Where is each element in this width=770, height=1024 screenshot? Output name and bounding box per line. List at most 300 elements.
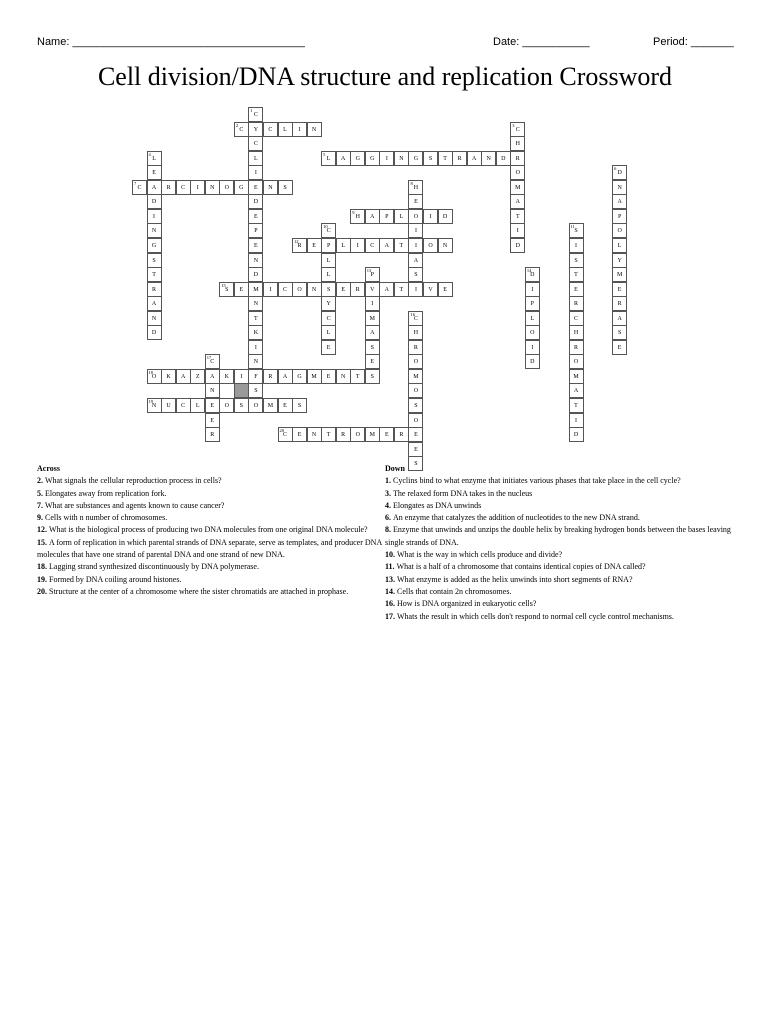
grid-cell[interactable] bbox=[147, 194, 162, 209]
grid-cell[interactable] bbox=[365, 238, 380, 253]
grid-cell[interactable] bbox=[438, 238, 453, 253]
grid-cell[interactable] bbox=[350, 151, 365, 166]
grid-cell[interactable] bbox=[161, 369, 176, 384]
grid-cell[interactable] bbox=[248, 340, 263, 355]
grid-cell[interactable] bbox=[321, 427, 336, 442]
grid-cell[interactable] bbox=[292, 238, 307, 253]
grid-cell[interactable] bbox=[408, 398, 423, 413]
grid-cell[interactable] bbox=[248, 311, 263, 326]
grid-cell[interactable] bbox=[569, 223, 584, 238]
cell-letter: A bbox=[617, 315, 622, 322]
grid-cell[interactable] bbox=[263, 369, 278, 384]
grid-cell[interactable] bbox=[438, 282, 453, 297]
date-field-label: Date: ___________ bbox=[493, 36, 590, 48]
grid-cell[interactable] bbox=[408, 354, 423, 369]
grid-cell[interactable] bbox=[350, 427, 365, 442]
grid-cell[interactable] bbox=[307, 282, 322, 297]
grid-cell[interactable] bbox=[263, 180, 278, 195]
grid-cell[interactable] bbox=[510, 122, 525, 137]
cell-letter: I bbox=[516, 228, 519, 235]
across-clue bbox=[37, 561, 383, 573]
grid-cell[interactable] bbox=[612, 267, 627, 282]
grid-cell[interactable] bbox=[408, 238, 423, 253]
grid-cell[interactable] bbox=[248, 136, 263, 151]
cell-letter: O bbox=[297, 286, 302, 293]
across-clue bbox=[37, 574, 383, 586]
cell-letter: R bbox=[399, 432, 404, 439]
grid-cell[interactable] bbox=[190, 180, 205, 195]
cell-letter: M bbox=[369, 432, 375, 439]
grid-cell[interactable] bbox=[321, 340, 336, 355]
across-clue-text: Cells with n number of chromosomes. bbox=[45, 513, 168, 523]
grid-cell[interactable] bbox=[307, 122, 322, 137]
grid-cell[interactable] bbox=[365, 325, 380, 340]
grid-cell[interactable] bbox=[423, 238, 438, 253]
grid-cell[interactable] bbox=[336, 282, 351, 297]
cell-letter: H bbox=[573, 330, 579, 337]
grid-cell[interactable] bbox=[569, 398, 584, 413]
grid-cell[interactable] bbox=[350, 238, 365, 253]
grid-cell[interactable] bbox=[569, 383, 584, 398]
grid-cell[interactable] bbox=[569, 325, 584, 340]
cell-letter: P bbox=[254, 228, 258, 235]
grid-cell[interactable] bbox=[248, 253, 263, 268]
grid-cell[interactable] bbox=[219, 282, 234, 297]
grid-cell[interactable] bbox=[467, 151, 482, 166]
grid-cell[interactable] bbox=[205, 354, 220, 369]
grid-cell[interactable] bbox=[336, 151, 351, 166]
cell-letter: E bbox=[254, 184, 258, 191]
grid-cell[interactable] bbox=[248, 398, 263, 413]
cell-letter: H bbox=[355, 213, 360, 220]
grid-cell[interactable] bbox=[365, 296, 380, 311]
cell-letter: O bbox=[530, 330, 535, 337]
grid-cell[interactable] bbox=[394, 282, 409, 297]
grid-cell[interactable] bbox=[612, 340, 627, 355]
grid-cell[interactable] bbox=[525, 340, 540, 355]
cell-letter: E bbox=[443, 286, 447, 293]
grid-cell[interactable] bbox=[190, 398, 205, 413]
cell-letter: I bbox=[153, 213, 156, 220]
grid-cell[interactable] bbox=[423, 209, 438, 224]
grid-cell[interactable] bbox=[438, 151, 453, 166]
grid-cell[interactable] bbox=[408, 383, 423, 398]
grid-cell[interactable] bbox=[307, 238, 322, 253]
grid-cell[interactable] bbox=[438, 209, 453, 224]
grid-cell[interactable] bbox=[569, 311, 584, 326]
grid-cell[interactable] bbox=[612, 325, 627, 340]
grid-cell[interactable] bbox=[408, 282, 423, 297]
grid-cell[interactable] bbox=[161, 398, 176, 413]
cell-letter: R bbox=[515, 155, 520, 162]
clue-number: 9 bbox=[352, 209, 355, 215]
cell-letter: I bbox=[531, 286, 534, 293]
grid-cell[interactable] bbox=[132, 180, 147, 195]
cell-letter: P bbox=[385, 213, 389, 220]
grid-cell[interactable] bbox=[394, 427, 409, 442]
grid-cell[interactable] bbox=[278, 180, 293, 195]
across-clue-text: Formed by DNA coiling around histones. bbox=[49, 574, 182, 584]
cell-letter: A bbox=[180, 373, 186, 380]
cell-letter: N bbox=[486, 155, 491, 162]
across-heading: Across bbox=[37, 464, 60, 473]
grid-cell[interactable] bbox=[612, 223, 627, 238]
grid-cell[interactable] bbox=[248, 238, 263, 253]
cell-letter: G bbox=[239, 184, 244, 191]
grid-cell[interactable] bbox=[147, 165, 162, 180]
down-clue bbox=[385, 611, 735, 623]
clue-number: 14 bbox=[526, 268, 532, 274]
grid-cell[interactable] bbox=[365, 151, 380, 166]
grid-cell[interactable] bbox=[612, 296, 627, 311]
cell-letter: S bbox=[574, 257, 578, 264]
cell-letter: E bbox=[574, 286, 578, 293]
grid-cell[interactable] bbox=[525, 311, 540, 326]
grid-cell[interactable] bbox=[525, 354, 540, 369]
grid-cell[interactable] bbox=[525, 296, 540, 311]
grid-cell[interactable] bbox=[147, 223, 162, 238]
cell-letter: A bbox=[370, 330, 375, 337]
grid-cell[interactable] bbox=[147, 325, 162, 340]
grid-cell[interactable] bbox=[408, 427, 423, 442]
grid-cell[interactable] bbox=[205, 369, 220, 384]
grid-cell[interactable] bbox=[248, 209, 263, 224]
grid-cell[interactable] bbox=[321, 238, 336, 253]
grid-cell[interactable] bbox=[569, 340, 584, 355]
down-clue bbox=[385, 512, 735, 524]
grid-cell[interactable] bbox=[292, 427, 307, 442]
grid-cell[interactable] bbox=[263, 122, 278, 137]
grid-cell[interactable] bbox=[190, 369, 205, 384]
grid-cell[interactable] bbox=[612, 180, 627, 195]
grid-cell[interactable] bbox=[219, 180, 234, 195]
grid-cell[interactable] bbox=[510, 151, 525, 166]
grid-cell[interactable] bbox=[292, 398, 307, 413]
grid-cell[interactable] bbox=[248, 325, 263, 340]
grid-cell[interactable] bbox=[248, 122, 263, 137]
grid-cell[interactable] bbox=[278, 398, 293, 413]
cell-letter: N bbox=[253, 257, 259, 264]
grid-cell[interactable] bbox=[408, 209, 423, 224]
grid-cell[interactable] bbox=[350, 282, 365, 297]
cell-letter: A bbox=[341, 155, 346, 162]
grid-cell[interactable] bbox=[569, 296, 584, 311]
cell-letter: S bbox=[297, 403, 302, 409]
cell-letter: R bbox=[166, 184, 171, 191]
cell-letter: E bbox=[617, 344, 622, 351]
clue-number: 19 bbox=[148, 399, 154, 404]
cell-letter: E bbox=[414, 199, 418, 206]
grid-cell[interactable] bbox=[234, 282, 249, 297]
cell-letter: Y bbox=[253, 126, 259, 133]
grid-cell[interactable] bbox=[219, 369, 234, 384]
grid-cell[interactable] bbox=[248, 369, 263, 384]
grid-cell[interactable] bbox=[525, 267, 540, 282]
grid-cell[interactable] bbox=[379, 151, 394, 166]
grid-cell[interactable] bbox=[248, 180, 263, 195]
grid-cell[interactable] bbox=[176, 369, 191, 384]
grid-cell[interactable] bbox=[321, 325, 336, 340]
grid-cell[interactable] bbox=[248, 194, 263, 209]
grid-cell[interactable] bbox=[423, 282, 438, 297]
grid-cell[interactable] bbox=[205, 180, 220, 195]
down-clue-text: How is DNA organized in eukaryotic cells? bbox=[397, 599, 537, 609]
grid-cell[interactable] bbox=[510, 180, 525, 195]
grid-cell[interactable] bbox=[408, 340, 423, 355]
grid-cell[interactable] bbox=[234, 369, 249, 384]
cell-letter: M bbox=[616, 272, 623, 279]
grid-cell[interactable] bbox=[612, 282, 627, 297]
grid-cell[interactable] bbox=[612, 194, 627, 209]
grid-cell[interactable] bbox=[510, 136, 525, 151]
grid-cell[interactable] bbox=[248, 296, 263, 311]
cell-letter: T bbox=[254, 315, 258, 322]
cell-letter: M bbox=[573, 373, 579, 380]
grid-cell[interactable] bbox=[147, 311, 162, 326]
cell-letter: P bbox=[326, 242, 331, 249]
grid-cell[interactable] bbox=[408, 325, 423, 340]
grid-cell[interactable] bbox=[612, 253, 627, 268]
grid-cell[interactable] bbox=[307, 427, 322, 442]
grid-cell[interactable] bbox=[234, 398, 249, 413]
grid-cell[interactable] bbox=[147, 282, 162, 297]
grid-cell[interactable] bbox=[612, 209, 627, 224]
grid-cell[interactable] bbox=[612, 311, 627, 326]
cell-letter: E bbox=[239, 286, 244, 293]
cell-letter: C bbox=[181, 184, 186, 191]
grid-cell[interactable] bbox=[510, 223, 525, 238]
cell-letter: P bbox=[530, 301, 535, 308]
grid-cell[interactable] bbox=[248, 354, 263, 369]
grid-cell[interactable] bbox=[423, 151, 438, 166]
grid-cell[interactable] bbox=[147, 267, 162, 282]
grid-cell[interactable] bbox=[248, 223, 263, 238]
grid-cell[interactable] bbox=[248, 165, 263, 180]
cell-letter: C bbox=[282, 286, 287, 293]
grid-cell[interactable] bbox=[263, 398, 278, 413]
grid-cell[interactable] bbox=[569, 238, 584, 253]
grid-cell[interactable] bbox=[510, 194, 525, 209]
grid-cell[interactable] bbox=[379, 282, 394, 297]
cell-letter: E bbox=[414, 446, 418, 453]
grid-cell[interactable] bbox=[510, 165, 525, 180]
grid-cell[interactable] bbox=[321, 296, 336, 311]
grid-cell[interactable] bbox=[452, 151, 467, 166]
grid-cell[interactable] bbox=[292, 369, 307, 384]
grid-cell[interactable] bbox=[365, 427, 380, 442]
grid-cell[interactable] bbox=[321, 223, 336, 238]
grid-cell[interactable] bbox=[365, 354, 380, 369]
grid-cell[interactable] bbox=[234, 180, 249, 195]
grid-cell[interactable] bbox=[365, 340, 380, 355]
grid-cell[interactable] bbox=[408, 413, 423, 428]
cell-letter: C bbox=[253, 141, 258, 148]
grid-cell[interactable] bbox=[205, 427, 220, 442]
down-clue-number: 10. bbox=[385, 550, 397, 560]
grid-cell[interactable] bbox=[234, 122, 249, 137]
grid-cell[interactable] bbox=[147, 180, 162, 195]
grid-cell[interactable] bbox=[350, 209, 365, 224]
grid-cell[interactable] bbox=[394, 238, 409, 253]
grid-cell[interactable] bbox=[510, 209, 525, 224]
grid-cell[interactable] bbox=[408, 223, 423, 238]
grid-cell[interactable] bbox=[365, 282, 380, 297]
across-clue-number: 19. bbox=[37, 574, 49, 584]
grid-cell[interactable] bbox=[569, 354, 584, 369]
period-field-label: Period: _______ bbox=[653, 36, 734, 48]
cell-letter: D bbox=[151, 330, 157, 337]
cell-letter: D bbox=[501, 155, 506, 162]
grid-cell[interactable] bbox=[336, 238, 351, 253]
cell-letter: I bbox=[298, 126, 301, 133]
grid-cell[interactable] bbox=[147, 398, 162, 413]
grid-cell[interactable] bbox=[408, 253, 423, 268]
grid-cell[interactable] bbox=[569, 427, 584, 442]
clue-number: 1 bbox=[250, 108, 253, 113]
grid-cell[interactable] bbox=[248, 151, 263, 166]
grid-cell[interactable] bbox=[147, 151, 162, 166]
grid-cell[interactable] bbox=[510, 238, 525, 253]
cell-letter: Y bbox=[617, 257, 622, 264]
grid-cell[interactable] bbox=[612, 238, 627, 253]
grid-cell[interactable] bbox=[205, 398, 220, 413]
grid-cell[interactable] bbox=[321, 311, 336, 326]
grid-cell[interactable] bbox=[147, 369, 162, 384]
grid-cell[interactable] bbox=[278, 427, 293, 442]
cell-letter: O bbox=[413, 417, 419, 424]
grid-cell[interactable] bbox=[408, 267, 423, 282]
grid-cell[interactable] bbox=[307, 369, 322, 384]
cell-letter: M bbox=[311, 373, 317, 380]
grid-cell[interactable] bbox=[394, 151, 409, 166]
grid-cell[interactable] bbox=[176, 398, 191, 413]
grid-cell[interactable] bbox=[147, 253, 162, 268]
grid-cell[interactable] bbox=[278, 122, 293, 137]
grid-cell[interactable] bbox=[350, 369, 365, 384]
cell-letter: C bbox=[413, 315, 418, 322]
grid-cell[interactable] bbox=[569, 267, 584, 282]
grid-cell[interactable] bbox=[408, 311, 423, 326]
grid-cell[interactable] bbox=[569, 413, 584, 428]
cell-letter: S bbox=[414, 461, 418, 468]
grid-cell[interactable] bbox=[248, 267, 263, 282]
cell-letter: S bbox=[414, 403, 418, 409]
down-clue-text: What enzyme is added as the helix unwinds into short segments of RNA? bbox=[397, 574, 633, 584]
across-clue-number: 5. bbox=[37, 488, 45, 498]
across-clue bbox=[37, 537, 383, 562]
grid-cell[interactable] bbox=[292, 122, 307, 137]
grid-cell[interactable] bbox=[365, 209, 380, 224]
grid-cell[interactable] bbox=[365, 267, 380, 282]
grid-cell[interactable] bbox=[321, 282, 336, 297]
grid-cell[interactable] bbox=[569, 369, 584, 384]
grid-cell[interactable] bbox=[612, 165, 627, 180]
grid-cell[interactable] bbox=[321, 369, 336, 384]
cell-letter: P bbox=[617, 213, 622, 220]
cell-letter: G bbox=[370, 155, 375, 162]
cell-letter: V bbox=[428, 286, 433, 293]
grid-cell[interactable] bbox=[408, 369, 423, 384]
grid-cell[interactable] bbox=[176, 180, 191, 195]
grid-cell[interactable] bbox=[379, 209, 394, 224]
down-clue-number: 14. bbox=[385, 586, 397, 596]
cell-letter: E bbox=[210, 417, 215, 424]
cell-letter: M bbox=[515, 184, 521, 191]
grid-cell[interactable] bbox=[248, 282, 263, 297]
grid-cell[interactable] bbox=[321, 267, 336, 282]
across-clue-text: What is the biological process of producing two DNA molecules from one original DNA molecule? bbox=[49, 525, 368, 535]
cell-letter: N bbox=[210, 184, 215, 191]
grid-cell[interactable] bbox=[205, 413, 220, 428]
grid-cell[interactable] bbox=[408, 180, 423, 195]
cell-letter: L bbox=[326, 272, 331, 279]
grid-cell[interactable] bbox=[219, 398, 234, 413]
grid-cell[interactable] bbox=[408, 194, 423, 209]
grid-cell[interactable] bbox=[248, 107, 263, 122]
cell-letter: I bbox=[429, 213, 432, 220]
cell-letter: S bbox=[574, 228, 578, 235]
cell-letter: E bbox=[341, 286, 346, 293]
cell-letter: I bbox=[414, 228, 417, 235]
grid-cell[interactable] bbox=[365, 311, 380, 326]
across-clues bbox=[37, 463, 383, 598]
grid-cell[interactable] bbox=[569, 253, 584, 268]
grid-cell[interactable] bbox=[408, 442, 423, 457]
grid-cell[interactable] bbox=[481, 151, 496, 166]
grid-cell[interactable] bbox=[379, 238, 394, 253]
grid-cell[interactable] bbox=[525, 325, 540, 340]
cell-letter: E bbox=[385, 432, 389, 439]
cell-letter: E bbox=[254, 242, 258, 249]
grid-cell[interactable] bbox=[336, 369, 351, 384]
cell-letter: N bbox=[617, 184, 622, 191]
grid-cell[interactable] bbox=[496, 151, 511, 166]
grid-cell[interactable] bbox=[379, 427, 394, 442]
grid-cell[interactable] bbox=[525, 282, 540, 297]
grid-cell[interactable] bbox=[569, 282, 584, 297]
grid-cell[interactable] bbox=[147, 209, 162, 224]
cell-letter: A bbox=[370, 213, 375, 220]
grid-cell[interactable] bbox=[147, 238, 162, 253]
grid-cell[interactable] bbox=[278, 369, 293, 384]
grid-cell[interactable] bbox=[248, 383, 263, 398]
cell-letter: D bbox=[515, 242, 520, 249]
grid-cell[interactable] bbox=[321, 253, 336, 268]
grid-cell[interactable] bbox=[263, 282, 278, 297]
cell-letter: S bbox=[152, 257, 156, 264]
cell-letter: L bbox=[326, 155, 331, 162]
cell-letter: O bbox=[413, 359, 419, 366]
down-clue-number: 13. bbox=[385, 574, 397, 584]
down-clue bbox=[385, 598, 735, 610]
grid-cell[interactable] bbox=[161, 180, 176, 195]
grid-cell[interactable] bbox=[147, 296, 162, 311]
grid-cell[interactable] bbox=[365, 369, 380, 384]
grid-cell[interactable] bbox=[336, 427, 351, 442]
cell-letter: D bbox=[617, 170, 622, 177]
grid-cell[interactable] bbox=[321, 151, 336, 166]
down-clues bbox=[385, 463, 735, 623]
across-clue bbox=[37, 488, 383, 500]
grid-cell[interactable] bbox=[394, 209, 409, 224]
grid-cell[interactable] bbox=[408, 151, 423, 166]
cell-letter: M bbox=[267, 403, 274, 409]
grid-cell[interactable] bbox=[278, 282, 293, 297]
grid-cell[interactable] bbox=[205, 383, 220, 398]
cell-letter: T bbox=[443, 155, 447, 162]
cell-letter: D bbox=[573, 432, 579, 439]
grid-cell[interactable] bbox=[292, 282, 307, 297]
